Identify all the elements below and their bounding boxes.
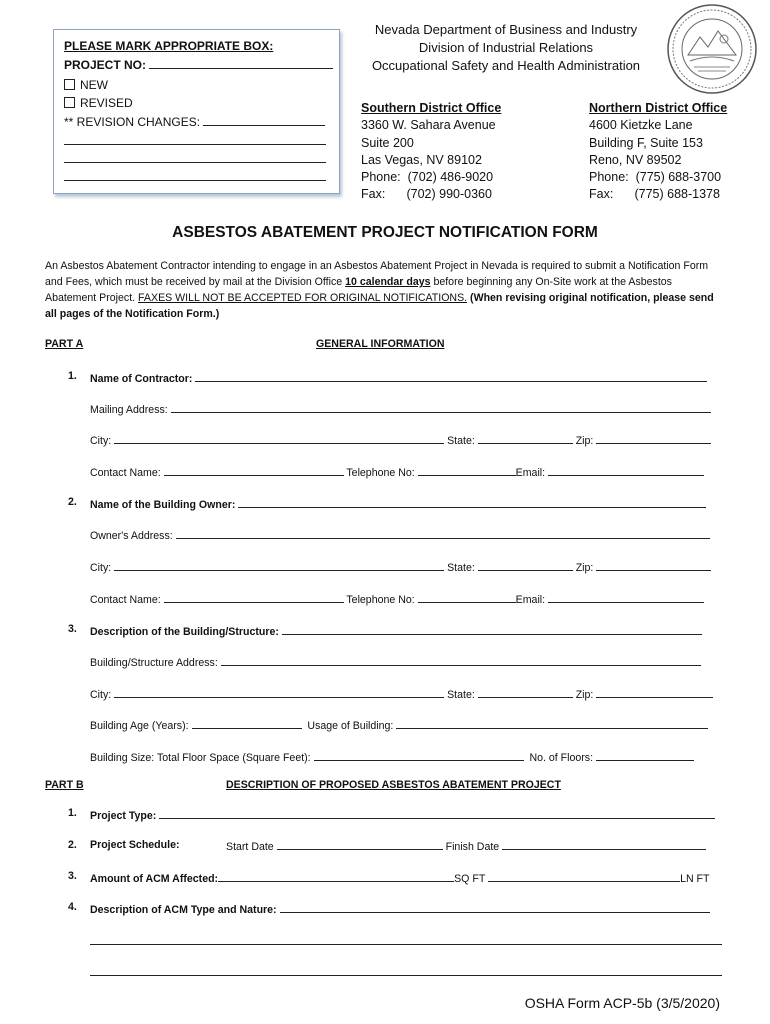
acm-amount-row <box>90 870 710 885</box>
start-date-label: Start Date <box>226 841 274 853</box>
part-a-label: PART A <box>45 338 84 350</box>
owner-email-field[interactable] <box>548 591 704 603</box>
contractor-contact-row <box>90 464 704 479</box>
owner-state-field[interactable] <box>478 559 573 571</box>
contractor-email-field[interactable] <box>548 464 704 476</box>
new-checkbox[interactable] <box>64 79 75 90</box>
owner-name-row <box>90 496 706 511</box>
option-revised-label: REVISED <box>80 96 133 110</box>
option-new-label: NEW <box>80 78 108 92</box>
project-no-label: PROJECT NO: <box>64 58 147 72</box>
northern-fax-label: Fax: <box>589 187 614 202</box>
project-schedule-row <box>226 838 706 853</box>
southern-phone-label: Phone: <box>361 170 401 185</box>
item-b1-number: 1. <box>68 807 77 819</box>
southern-phone-row <box>361 169 501 186</box>
form-title: ASBESTOS ABATEMENT PROJECT NOTIFICATION FORM <box>172 224 598 241</box>
floors-label: No. of Floors: <box>529 752 594 764</box>
contractor-state-field[interactable] <box>478 432 573 444</box>
option-new-row[interactable] <box>64 78 108 92</box>
southern-phone: (702) 486-9020 <box>407 170 494 185</box>
southern-address-2: Suite 200 <box>361 135 414 150</box>
building-age-row <box>90 717 708 732</box>
item-b4-number: 4. <box>68 901 77 913</box>
structure-city-row <box>90 686 713 701</box>
intro-part-2: before beginning any On-Site work at the Asbestos Abatement Project. <box>45 276 672 304</box>
northern-city: Reno, NV 89502 <box>589 152 682 167</box>
structure-description-field[interactable] <box>282 623 702 635</box>
structure-description-label: Description of the Building/Structure: <box>90 626 279 638</box>
contractor-name-row <box>90 370 707 385</box>
building-usage-label: Usage of Building: <box>307 720 394 732</box>
contractor-telephone-label: Telephone No: <box>346 467 415 479</box>
structure-address-field[interactable] <box>221 654 701 666</box>
intro-part-1: An Asbestos Abatement Contractor intending to engage in an Asbestos Abatement Project in Nevada is required to submit a Notification Form and Fees, which must be received by mail at the Division Office <box>45 260 709 288</box>
owner-contact-field[interactable] <box>164 591 344 603</box>
project-no-field[interactable] <box>149 57 333 69</box>
item-b3-number: 3. <box>68 870 77 882</box>
intro-paragraph <box>45 258 725 322</box>
southern-fax-row <box>361 186 501 203</box>
project-type-label: Project Type: <box>90 810 157 822</box>
owner-telephone-label: Telephone No: <box>346 594 415 606</box>
finish-date-field[interactable] <box>502 838 706 850</box>
acm-lnft-field[interactable] <box>488 870 680 882</box>
part-a-heading: GENERAL INFORMATION <box>316 338 445 350</box>
acm-description-label: Description of ACM Type and Nature: <box>90 904 277 916</box>
building-size-field[interactable] <box>314 749 524 761</box>
agency-line-2: Division of Industrial Relations <box>418 40 594 55</box>
southern-fax-label: Fax: <box>361 187 386 202</box>
northern-office-title: Northern District Office <box>589 101 728 115</box>
owner-telephone-field[interactable] <box>418 591 516 603</box>
mailing-address-row <box>90 401 711 416</box>
project-schedule-label: Project Schedule: <box>90 839 180 851</box>
contractor-zip-field[interactable] <box>596 432 711 444</box>
acm-description-field[interactable] <box>280 901 710 913</box>
contractor-city-row <box>90 432 711 447</box>
owner-contact-row <box>90 591 704 606</box>
northern-phone-row <box>589 169 727 186</box>
revision-changes-line-3[interactable] <box>64 169 326 181</box>
southern-city: Las Vegas, NV 89102 <box>361 152 482 167</box>
building-usage-field[interactable] <box>396 717 708 729</box>
owner-city-field[interactable] <box>114 559 444 571</box>
contractor-name-field[interactable] <box>195 370 707 382</box>
building-age-field[interactable] <box>192 717 302 729</box>
acm-description-row <box>90 901 710 916</box>
floors-field[interactable] <box>596 749 694 761</box>
acm-description-line-1[interactable] <box>90 933 722 945</box>
owner-address-label: Owner's Address: <box>90 530 173 542</box>
northern-phone-label: Phone: <box>589 170 629 185</box>
project-type-row <box>90 807 715 822</box>
owner-address-row <box>90 527 710 542</box>
structure-description-row <box>90 623 702 638</box>
structure-city-label: City: <box>90 689 112 701</box>
owner-zip-label: Zip: <box>575 562 594 574</box>
northern-address-1: 4600 Kietzke Lane <box>589 118 693 133</box>
project-type-field[interactable] <box>159 807 715 819</box>
contractor-city-label: City: <box>90 435 112 447</box>
part-b-label: PART B <box>45 779 84 791</box>
part-b-heading: DESCRIPTION OF PROPOSED ASBESTOS ABATEMENT PROJECT <box>226 779 561 791</box>
contractor-telephone-field[interactable] <box>418 464 516 476</box>
finish-date-label: Finish Date <box>445 841 500 853</box>
panel-heading: PLEASE MARK APPROPRIATE BOX: <box>64 39 274 53</box>
building-age-label: Building Age (Years): <box>90 720 189 732</box>
structure-state-label: State: <box>447 689 475 701</box>
ln-ft-label: LN FT <box>680 873 710 885</box>
mailing-address-field[interactable] <box>171 401 711 413</box>
item-a2-number: 2. <box>68 496 77 508</box>
owner-email-label: Email: <box>515 594 546 606</box>
intro-fax-notice: FAXES WILL NOT BE ACCEPTED FOR ORIGINAL NOTIFICATIONS. <box>138 292 468 304</box>
structure-zip-field[interactable] <box>596 686 713 698</box>
revision-changes-line-1[interactable] <box>64 133 326 145</box>
revised-checkbox[interactable] <box>64 97 75 108</box>
acm-description-line-2[interactable] <box>90 964 722 976</box>
mailing-address-label: Mailing Address: <box>90 404 168 416</box>
structure-address-row <box>90 654 701 669</box>
building-size-row <box>90 749 694 764</box>
state-seal-icon <box>666 3 758 95</box>
form-number: OSHA Form ACP-5b (3/5/2020) <box>524 995 720 1011</box>
contractor-contact-field[interactable] <box>164 464 344 476</box>
start-date-field[interactable] <box>277 838 443 850</box>
owner-city-label: City: <box>90 562 112 574</box>
acm-sqft-field[interactable] <box>218 870 454 882</box>
owner-state-label: State: <box>447 562 475 574</box>
intro-deadline: 10 calendar days <box>345 276 431 288</box>
revision-changes-row <box>64 114 325 129</box>
owner-city-row <box>90 559 711 574</box>
owner-zip-field[interactable] <box>596 559 711 571</box>
revision-changes-line-2[interactable] <box>64 151 326 163</box>
southern-address-1: 3360 W. Sahara Avenue <box>361 118 496 133</box>
item-b2-number: 2. <box>68 839 77 851</box>
agency-line-1: Nevada Department of Business and Industry <box>374 22 638 37</box>
contractor-contact-label: Contact Name: <box>90 467 161 479</box>
project-no-row <box>64 57 333 72</box>
project-status-panel <box>53 29 340 194</box>
southern-fax: (702) 990-0360 <box>406 187 492 202</box>
building-size-label: Building Size: Total Floor Space (Square Feet): <box>90 752 311 764</box>
northern-phone: (775) 688-3700 <box>635 170 722 185</box>
option-revised-row[interactable] <box>64 96 133 110</box>
revision-changes-label: ** REVISION CHANGES: <box>64 115 201 129</box>
northern-address-2: Building F, Suite 153 <box>589 135 703 150</box>
contractor-name-label: Name of Contractor: <box>90 373 193 385</box>
owner-contact-label: Contact Name: <box>90 594 161 606</box>
agency-line-3: Occupational Safety and Health Administration <box>371 58 641 73</box>
structure-address-label: Building/Structure Address: <box>90 657 218 669</box>
contractor-zip-label: Zip: <box>575 435 594 447</box>
intro-revision-note: (When revising original notification, please send all pages of the Notification Form.) <box>45 292 714 320</box>
item-a1-number: 1. <box>68 370 77 382</box>
acm-amount-label: Amount of ACM Affected: <box>90 873 219 885</box>
structure-city-field[interactable] <box>114 686 444 698</box>
agency-header <box>360 21 652 75</box>
northern-fax: (775) 688-1378 <box>634 187 720 202</box>
owner-address-field[interactable] <box>176 527 710 539</box>
revision-changes-field[interactable] <box>203 114 325 126</box>
southern-office <box>361 100 501 204</box>
contractor-email-label: Email: <box>515 467 546 479</box>
owner-name-label: Name of the Building Owner: <box>90 499 236 511</box>
northern-fax-row <box>589 186 727 203</box>
southern-office-title: Southern District Office <box>361 101 502 115</box>
northern-office <box>589 100 727 204</box>
structure-zip-label: Zip: <box>575 689 594 701</box>
owner-name-field[interactable] <box>238 496 706 508</box>
contractor-city-field[interactable] <box>114 432 444 444</box>
item-a3-number: 3. <box>68 623 77 635</box>
structure-state-field[interactable] <box>478 686 573 698</box>
sq-ft-label: SQ FT <box>454 873 486 885</box>
contractor-state-label: State: <box>447 435 475 447</box>
